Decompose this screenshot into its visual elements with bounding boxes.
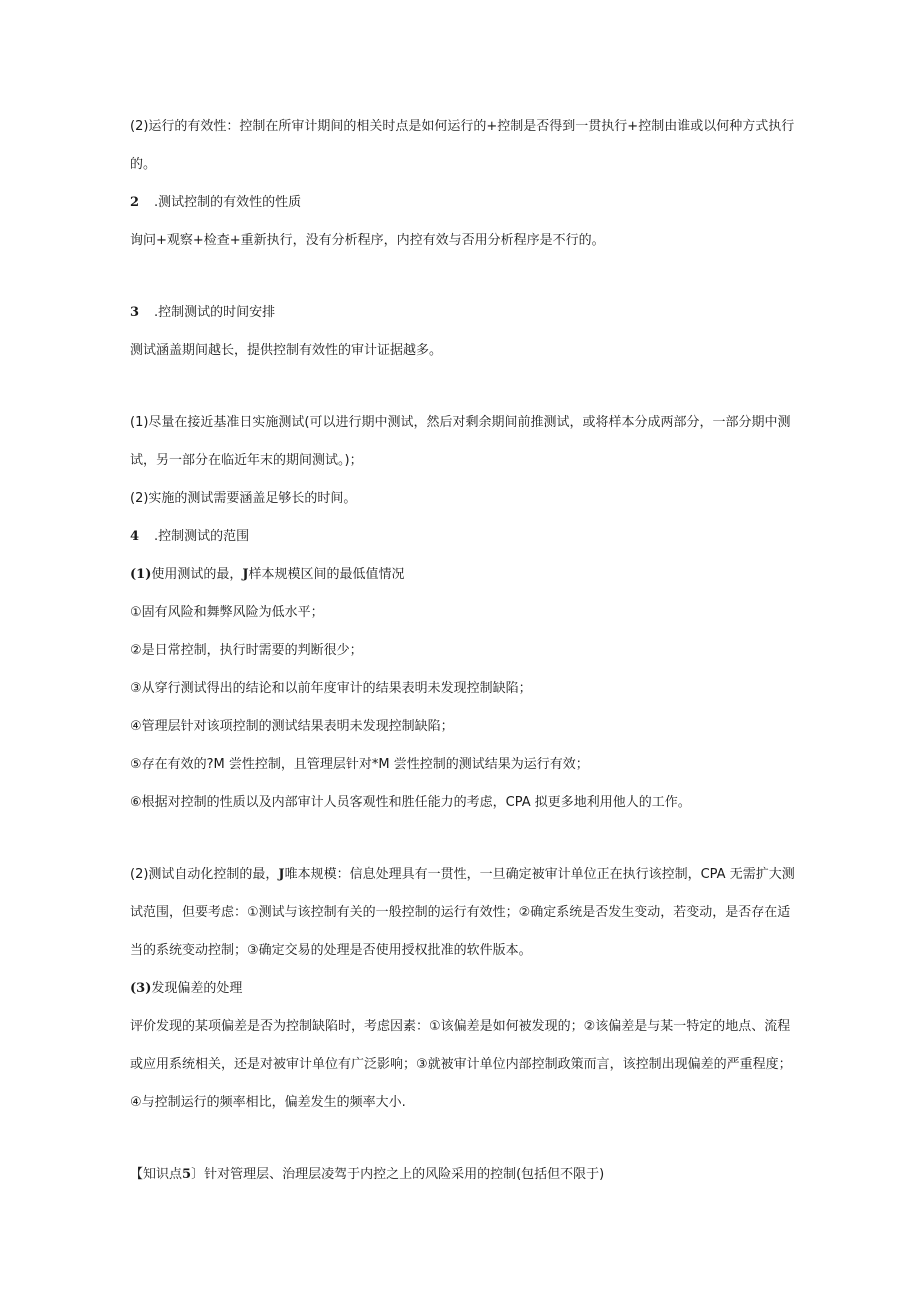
paragraph-line: (2)运行的有效性：控制在所审计期间的相关时点是如何运行的+控制是否得到一贯执行+控制由谁或以何种方式执行 [130, 119, 795, 134]
subheading-number: (3) [130, 981, 152, 996]
paragraph-line: (1)尽量在接近基准日实施测试(可以进行期中测试，然后对剩余期间前推测试，或将样本分成两部分，一部分期中测 [130, 415, 791, 430]
section-number: 3 [130, 305, 140, 320]
paragraph-line: 评价发现的某项偏差是否为控制缺陷时，考虑因素：①该偏差是如何被发现的；②该偏差是与某一特定的地点、流程 [130, 1019, 791, 1034]
subheading-number: (1) [130, 567, 152, 582]
paragraph-line: 测试涵盖期间越长，提供控制有效性的审计证据越多。 [130, 343, 443, 358]
subheading-line [130, 566, 405, 584]
section-title: .控制测试的时间安排 [154, 305, 276, 320]
list-item: ④管理层针对该项控制的测试结果表明未发现控制缺陷； [130, 719, 454, 734]
section-number: 4 [130, 529, 140, 544]
paragraph-line: 试范围，但要考虑：①测试与该控制有关的一般控制的运行有效性；②确定系统是否发生变动，若变动，是否存在适 [130, 905, 791, 920]
knowledge-point-title: 〕针对管理层、治理层凌驾于内控之上的风险采用的控制(包括但不限于) [191, 1167, 605, 1182]
knowledge-point-label: 【知识点 [130, 1167, 183, 1182]
list-item: ③从穿行测试得出的结论和以前年度审计的结果表明未发现控制缺陷； [130, 681, 532, 696]
paragraph-line: 询问+观察+检查+重新执行，没有分析程序，内控有效与否用分析程序是不行的。 [130, 233, 605, 248]
section-title: .控制测试的范围 [154, 529, 250, 544]
list-item: ⑥根据对控制的性质以及内部审计人员客观性和胜任能力的考虑，CPA 拟更多地利用他人的工作。 [130, 795, 691, 810]
paragraph-line: 当的系统变动控制；③确定交易的处理是否使用授权批准的软件版本。 [130, 943, 532, 958]
paragraph-line: 试，另一部分在临近年末的期间测试。)； [130, 453, 363, 468]
paragraph-text: (2)测试自动化控制的最， [130, 867, 279, 882]
section-number: 2 [130, 195, 140, 210]
paragraph-text: 唯本规模：信息处理具有一贯性，一旦确定被审计单位正在执行该控制，CPA 无需扩大测 [284, 867, 795, 882]
paragraph-line: 的。 [130, 157, 157, 172]
section-heading-2 [130, 194, 301, 212]
subheading-line [130, 980, 242, 998]
subheading-text: 使用测试的最， [151, 567, 243, 582]
paragraph-line: 或应用系统相关，还是对被审计单位有广泛影响；③就被审计单位内部控制政策而言，该控制出现偏差的严重程度； [130, 1057, 792, 1072]
subheading-text: 发现偏差的处理 [151, 981, 243, 996]
section-title: .测试控制的有效性的性质 [154, 195, 302, 210]
paragraph-line: (2)实施的测试需要涵盖足够长的时间。 [130, 491, 357, 506]
paragraph-glyph: J [278, 867, 285, 882]
section-heading-3 [130, 304, 275, 322]
knowledge-point-heading [130, 1166, 604, 1184]
knowledge-point-number: 5 [182, 1167, 192, 1182]
subheading-glyph: J [242, 567, 249, 582]
list-item: ①固有风险和舞弊风险为低水平； [130, 605, 324, 620]
subheading-text: 样本规模区间的最低值情况 [248, 567, 405, 582]
paragraph-line: ④与控制运行的频率相比，偏差发生的频率大小. [130, 1095, 406, 1110]
list-item: ⑤存在有效的?M 尝性控制，且管理层针对*M 尝性控制的测试结果为运行有效； [130, 757, 589, 772]
section-heading-4 [130, 528, 249, 546]
list-item: ②是日常控制，执行时需要的判断很少； [130, 643, 363, 658]
paragraph-line [130, 866, 795, 884]
